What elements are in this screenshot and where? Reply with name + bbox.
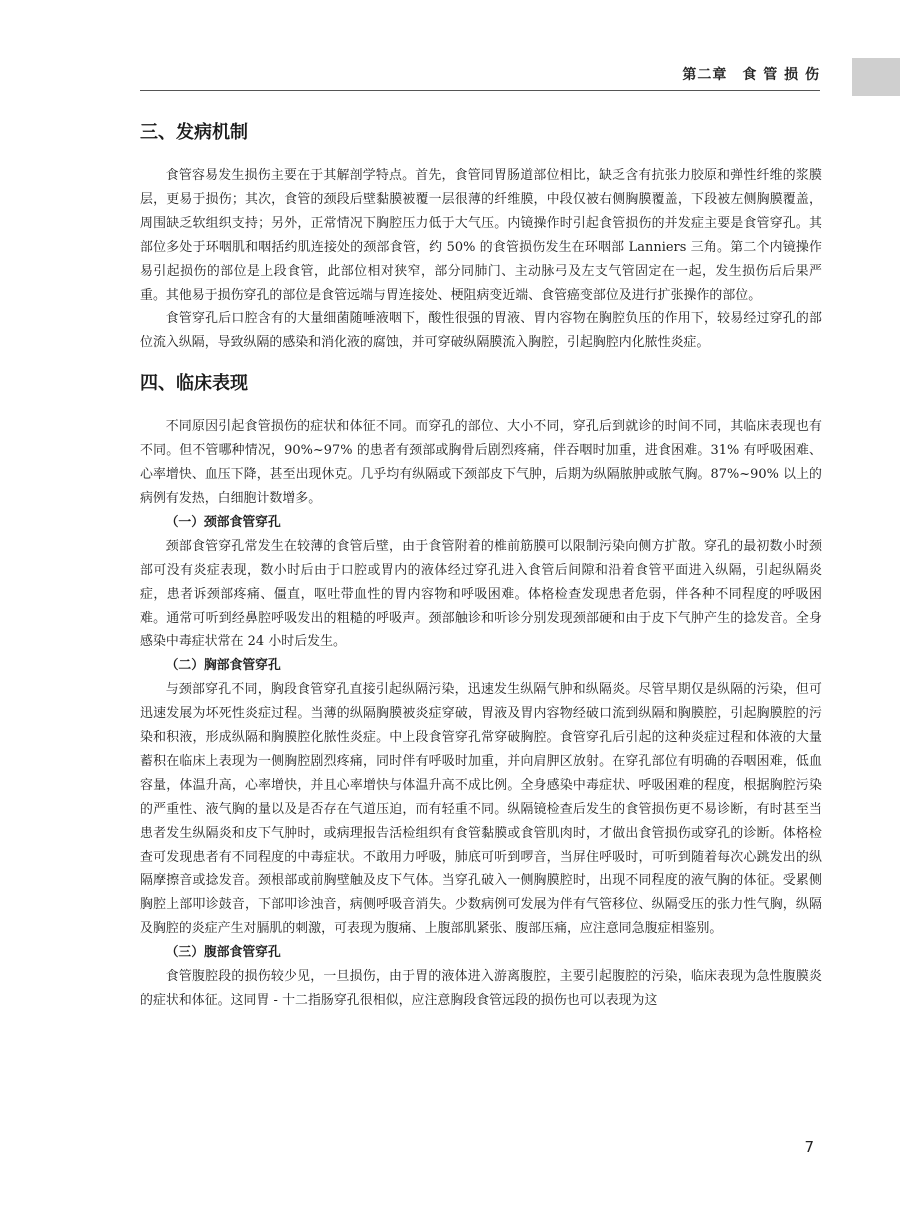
paragraph: 食管容易发生损伤主要在于其解剖学特点。首先，食管同胃肠道部位相比，缺乏含有抗张力胶原和弹性纤维的浆膜层，更易于损伤；其次，食管的颈段后壁黏膜被覆一层很薄的纤维膜，中段仅被右侧胸膜覆盖，下段被左侧胸膜覆盖，周围缺乏软组织支持；另外，正常情况下胸腔压力低于大气压。内镜操作时引起食管损伤的并发症主要是食管穿孔。其部位多处于环咽肌和咽括约肌连接处的颈部食管，约 50% 的食管损伤发生在环咽部 Lanniers 三角。第二个内镜操作易引起损伤的部位是上段食管，此部位相对狭窄，部分同肺门、主动脉弓及左支气管固定在一起，发生损伤后后果严重。其他易于损伤穿孔的部位是食管远端与胃连接处、梗阻病变近端、食管癌变部位及进行扩张操作的部位。 xyxy=(140,168,822,303)
subheading-cervical: （一）颈部食管穿孔 xyxy=(165,514,281,530)
paragraph: 与颈部穿孔不同，胸段食管穿孔直接引起纵隔污染，迅速发生纵隔气肿和纵隔炎。尽管早期仅是纵隔的污染，但可迅速发展为坏死性炎症过程。当薄的纵隔胸膜被炎症穿破，胃液及胃内容物经破口流到纵隔和胸膜腔，引起胸膜腔的污染和积液，形成纵隔和胸膜腔化脓性炎症。中上段食管穿孔常穿破胸腔。食管穿孔后引起的这种炎症过程和体液的大量蓄积在临床上表现为一侧胸腔剧烈疼痛，同时伴有呼吸时加重，并向肩胛区放射。在穿孔部位有明确的吞咽困难，低血容量，体温升高，心率增快，并且心率增快与体温升高不成比例。全身感染中毒症状、呼吸困难的程度，根据胸腔污染的严重性、液气胸的量以及是否存在气道压迫，而有轻重不同。纵隔镜检查后发生的食管损伤更不易诊断，有时甚至当患者发生纵隔炎和皮下气肿时，或病理报告活检组织有食管黏膜或食管肌肉时，才做出食管损伤或穿孔的诊断。体格检查可发现患者有不同程度的中毒症状。不敢用力呼吸，肺底可听到啰音，当屏住呼吸时，可听到随着每次心跳发出的纵隔摩擦音或捻发音。颈根部或前胸壁触及皮下气体。当穿孔破入一侧胸膜腔时，出现不同程度的液气胸的体征。受累侧胸腔上部叩诊鼓音，下部叩诊浊音，病侧呼吸音消失。少数病例可发展为伴有气管移位、纵隔受压的张力性气胸，纵隔及胸腔的炎症产生对膈肌的刺激，可表现为腹痛、上腹部肌紧张、腹部压痛，应注意同急腹症相鉴别。 xyxy=(140,682,822,937)
paragraph: 食管腹腔段的损伤较少见，一旦损伤，由于胃的液体进入游离腹腔，主要引起腹腔的污染，临床表现为急性腹膜炎的症状和体征。这同胃 - 十二指肠穿孔很相似，应注意胸段食管远段的损伤也可以表现为这 xyxy=(140,969,822,1008)
chapter-thumb-tab xyxy=(852,58,900,96)
paragraph: 颈部食管穿孔常发生在较薄的食管后壁，由于食管附着的椎前筋膜可以限制污染向侧方扩散。穿孔的最初数小时颈部可没有炎症表现，数小时后由于口腔或胃内的液体经过穿孔进入食管后间隙和沿着食管平面进入纵隔，引起纵隔炎症，患者诉颈部疼痛、僵直，呕吐带血性的胃内容物和呼吸困难。体格检查发现患者危弱，伴各种不同程度的呼吸困难。通常可听到经鼻腔呼吸发出的粗糙的呼吸声。颈部触诊和听诊分别发现颈部硬和由于皮下气肿产生的捻发音。全身感染中毒症状常在 24 小时后发生。 xyxy=(140,538,822,650)
paragraph: 食管穿孔后口腔含有的大量细菌随唾液咽下，酸性很强的胃液、胃内容物在胸腔负压的作用下，较易经过穿孔的部位流入纵隔，导致纵隔的感染和消化液的腐蚀，并可穿破纵隔膜流入胸腔，引起胸腔内化脓性炎症。 xyxy=(140,311,822,351)
page-number: 7 xyxy=(804,1138,814,1156)
section-title-pathogenesis: 三、发病机制 xyxy=(140,122,248,143)
header-rule xyxy=(140,90,820,91)
running-header: 第二章 食 管 损 伤 xyxy=(682,67,820,83)
paragraph: 不同原因引起食管损伤的症状和体征不同。而穿孔的部位、大小不同，穿孔后到就诊的时间不同，其临床表现也有不同。但不管哪种情况，90%~97% 的患者有颈部或胸骨后剧烈疼痛，伴吞咽时加重，进食困难。31% 有呼吸困难、心率增快、血压下降，甚至出现休克。几乎均有纵隔或下颈部皮下气肿，后期为纵隔脓肿或脓气胸。87%~90% 以上的病例有发热，白细胞计数增多。 xyxy=(140,419,822,506)
page-body xyxy=(140,118,822,1013)
subheading-thoracic: （二）胸部食管穿孔 xyxy=(165,658,281,674)
section-title-clinical: 四、临床表现 xyxy=(140,373,248,395)
subheading-abdominal: （三）腹部食管穿孔 xyxy=(165,945,281,961)
